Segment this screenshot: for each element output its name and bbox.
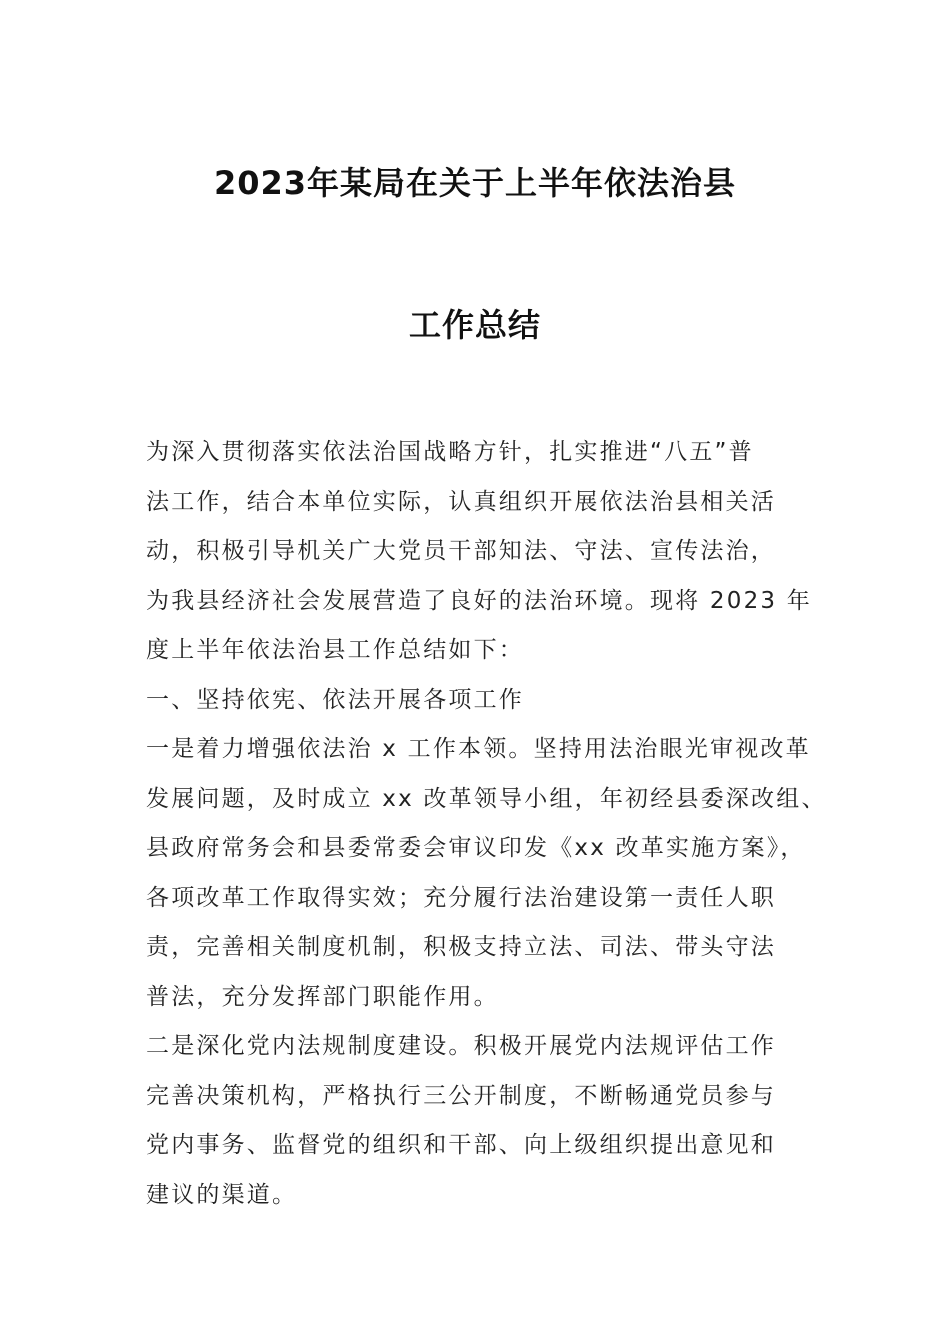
body-line: 责，完善相关制度机制，积极支持立法、司法、带头守法 xyxy=(146,934,776,960)
body-line: 二是深化党内法规制度建设。积极开展党内法规评估工作 xyxy=(146,1033,776,1059)
body-line: 完善决策机构，严格执行三公开制度，不断畅通党员参与 xyxy=(146,1082,776,1109)
body-line: 为深入贯彻落实依法治国战略方针，扎实推进“八五”普 xyxy=(146,439,754,465)
body-line: 发展问题，及时成立 xx 改革领导小组，年初经县委深改组、 xyxy=(146,785,827,812)
body-line: 法工作，结合本单位实际，认真组织开展依法治县相关活 xyxy=(146,488,776,515)
document-title-line-1: 2023年某局在关于上半年依法治县 xyxy=(213,164,737,202)
body-line: 一是着力增强依法治 x 工作本领。坚持用法治眼光审视改革 xyxy=(146,736,811,762)
body-line: 建议的渠道。 xyxy=(146,1181,298,1208)
body-line: 普法，充分发挥部门职能作用。 xyxy=(146,983,499,1010)
body-line: 动，积极引导机关广大党员干部知法、守法、宣传法治， xyxy=(146,538,776,564)
body-line: 县政府常务会和县委常委会审议印发《xx 改革实施方案》， xyxy=(146,835,806,861)
document-title-line-2: 工作总结 xyxy=(408,306,541,344)
body-line: 为我县经济社会发展营造了良好的法治环境。现将 2023 年 xyxy=(146,587,812,614)
body-line: 各项改革工作取得实效；充分履行法治建设第一责任人职 xyxy=(146,884,776,911)
body-line: 度上半年依法治县工作总结如下： xyxy=(146,637,524,663)
body-line: 党内事务、监督党的组织和干部、向上级组织提出意见和 xyxy=(146,1132,776,1158)
document-body xyxy=(146,428,836,1220)
section-heading: 一、坚持依宪、依法开展各项工作 xyxy=(146,686,524,713)
